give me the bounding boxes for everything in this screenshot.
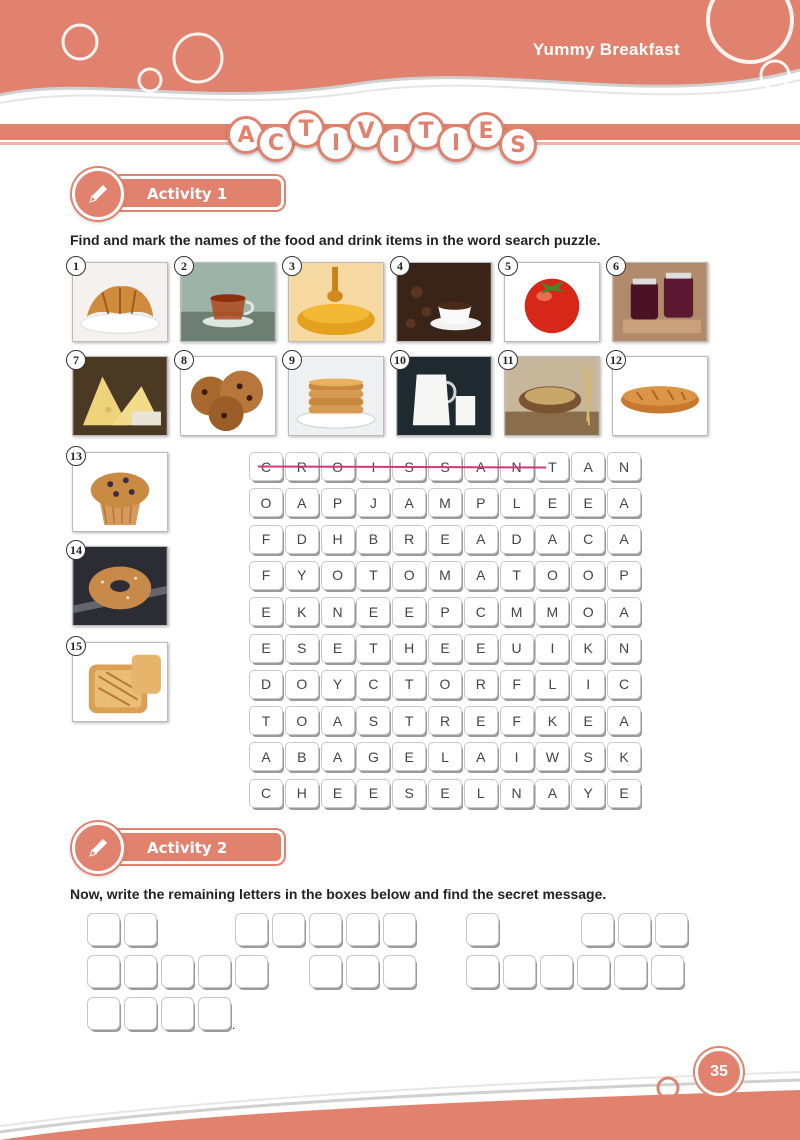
cookies-icon (180, 356, 276, 436)
photo-number: 6 (606, 256, 626, 276)
pancakes-icon (288, 356, 384, 436)
activities-heading (227, 108, 557, 168)
puzzle-letter-cell[interactable]: T (536, 453, 568, 480)
puzzle-letter-cell[interactable]: K (286, 598, 318, 625)
puzzle-letter-cell[interactable]: I (536, 635, 568, 662)
puzzle-letter-cell[interactable]: E (536, 489, 568, 516)
puzzle-letter-cell[interactable]: O (572, 562, 604, 589)
heading-letter: E (467, 112, 505, 150)
puzzle-letter-cell[interactable]: T (250, 707, 282, 734)
puzzle-letter-cell[interactable]: A (322, 743, 354, 770)
puzzle-letter-cell[interactable]: E (429, 635, 461, 662)
puzzle-letter-cell[interactable]: A (608, 707, 640, 734)
answer-letter-box[interactable] (125, 956, 156, 987)
puzzle-letter-cell[interactable]: M (429, 562, 461, 589)
puzzle-letter-cell[interactable]: D (286, 526, 318, 553)
tea-cup-icon (180, 262, 276, 342)
puzzle-letter-cell[interactable]: K (572, 635, 604, 662)
puzzle-letter-cell[interactable]: A (250, 743, 282, 770)
photo-number: 10 (390, 350, 410, 370)
answer-letter-box[interactable] (504, 956, 535, 987)
puzzle-letter-cell[interactable]: O (250, 489, 282, 516)
photo-number: 2 (174, 256, 194, 276)
puzzle-letter-cell[interactable]: A (286, 489, 318, 516)
puzzle-letter-cell[interactable]: T (393, 707, 425, 734)
puzzle-letter-cell[interactable]: K (608, 743, 640, 770)
answer-letter-box[interactable] (578, 956, 609, 987)
puzzle-letter-cell[interactable]: M (429, 489, 461, 516)
puzzle-letter-cell[interactable]: A (393, 489, 425, 516)
milk-icon (396, 356, 492, 436)
puzzle-letter-cell[interactable]: A (608, 598, 640, 625)
puzzle-letter-cell[interactable]: O (572, 598, 604, 625)
puzzle-letter-cell[interactable]: E (465, 707, 497, 734)
photo-number: 13 (66, 446, 86, 466)
photo-number: 14 (66, 540, 86, 560)
heading-letter: T (287, 110, 325, 148)
puzzle-letter-cell[interactable]: S (357, 707, 389, 734)
photo-number: 5 (498, 256, 518, 276)
puzzle-letter-cell[interactable]: N (322, 598, 354, 625)
answer-letter-box[interactable] (384, 956, 415, 987)
puzzle-letter-cell[interactable]: S (286, 635, 318, 662)
puzzle-letter-cell[interactable]: E (357, 780, 389, 807)
answer-letter-box[interactable] (88, 998, 119, 1029)
footer-banner (0, 1040, 800, 1140)
puzzle-letter-cell[interactable]: Y (322, 671, 354, 698)
puzzle-letter-cell[interactable]: F (250, 526, 282, 553)
toast-icon (72, 642, 168, 722)
puzzle-letter-cell[interactable]: P (465, 489, 497, 516)
puzzle-letter-cell[interactable]: T (357, 635, 389, 662)
heading-letter: I (437, 124, 475, 162)
puzzle-letter-cell[interactable]: D (250, 671, 282, 698)
answer-letter-box[interactable] (384, 914, 415, 945)
puzzle-letter-cell[interactable]: E (393, 598, 425, 625)
answer-letter-box[interactable] (125, 914, 156, 945)
puzzle-letter-cell[interactable]: M (501, 598, 533, 625)
activity-2-label: Activity 2 (147, 839, 228, 857)
bread-icon (612, 356, 708, 436)
activity-2-instruction: Now, write the remaining letters in the boxes below and find the secret message. (70, 886, 607, 902)
puzzle-letter-cell[interactable]: C (572, 526, 604, 553)
croissant-icon (72, 262, 168, 342)
photo-number: 7 (66, 350, 86, 370)
puzzle-letter-cell[interactable]: Y (572, 780, 604, 807)
puzzle-letter-cell[interactable]: A (322, 707, 354, 734)
puzzle-letter-cell[interactable]: C (357, 671, 389, 698)
header-banner (0, 0, 800, 120)
puzzle-letter-cell[interactable]: H (286, 780, 318, 807)
photo-number: 4 (390, 256, 410, 276)
puzzle-letter-cell[interactable]: L (536, 671, 568, 698)
photo-number: 12 (606, 350, 626, 370)
answer-letter-box[interactable] (236, 914, 267, 945)
puzzle-letter-cell[interactable]: P (322, 489, 354, 516)
answer-letter-box[interactable] (619, 914, 650, 945)
puzzle-letter-cell[interactable]: I (572, 671, 604, 698)
answer-letter-box[interactable] (310, 956, 341, 987)
answer-letter-box[interactable] (347, 914, 378, 945)
heading-letter: I (317, 124, 355, 162)
heading-letter: I (377, 126, 415, 164)
heading-letter: S (499, 126, 537, 164)
answer-letter-box[interactable] (162, 998, 193, 1029)
puzzle-letter-cell[interactable]: E (572, 489, 604, 516)
answer-letter-box[interactable] (88, 914, 119, 945)
puzzle-letter-cell[interactable]: T (357, 562, 389, 589)
puzzle-letter-cell[interactable]: U (501, 635, 533, 662)
activity-1-instruction: Find and mark the names of the food and drink items in the word search puzzle. (70, 232, 601, 248)
oats-icon (504, 356, 600, 436)
answer-letter-box[interactable] (656, 914, 687, 945)
puzzle-letter-cell[interactable]: R (429, 707, 461, 734)
pencil-icon (72, 168, 124, 220)
puzzle-letter-cell[interactable]: T (501, 562, 533, 589)
puzzle-letter-cell[interactable]: P (429, 598, 461, 625)
honey-icon (288, 262, 384, 342)
puzzle-letter-cell[interactable]: E (608, 780, 640, 807)
puzzle-letter-cell[interactable]: E (429, 526, 461, 553)
end-period: . (232, 1018, 236, 1032)
answer-letter-box[interactable] (652, 956, 683, 987)
puzzle-letter-cell[interactable]: I (501, 743, 533, 770)
puzzle-letter-cell[interactable]: C (608, 671, 640, 698)
chapter-title: Yummy Breakfast (532, 40, 680, 59)
puzzle-letter-cell[interactable]: L (465, 780, 497, 807)
answer-letter-box[interactable] (541, 956, 572, 987)
puzzle-letter-cell[interactable]: H (393, 635, 425, 662)
puzzle-letter-cell[interactable]: D (501, 526, 533, 553)
puzzle-letter-cell[interactable]: E (250, 598, 282, 625)
puzzle-letter-cell[interactable]: A (465, 743, 497, 770)
puzzle-letter-cell[interactable]: K (536, 707, 568, 734)
photo-number: 9 (282, 350, 302, 370)
answer-letter-box[interactable] (310, 914, 341, 945)
puzzle-letter-cell[interactable]: R (465, 671, 497, 698)
heading-letter: T (407, 112, 445, 150)
heading-letter: C (257, 124, 295, 162)
puzzle-letter-cell[interactable]: A (536, 780, 568, 807)
puzzle-letter-cell[interactable]: L (429, 743, 461, 770)
puzzle-letter-cell[interactable]: N (608, 453, 640, 480)
heading-letter: A (227, 116, 265, 154)
puzzle-letter-cell[interactable]: A (465, 562, 497, 589)
answer-letter-box[interactable] (199, 998, 230, 1029)
puzzle-letter-cell[interactable]: J (357, 489, 389, 516)
answer-letter-box[interactable] (88, 956, 119, 987)
puzzle-letter-cell[interactable]: T (393, 671, 425, 698)
answer-letter-box[interactable] (273, 914, 304, 945)
activity-1-badge (72, 168, 287, 220)
puzzle-letter-cell[interactable]: E (322, 780, 354, 807)
puzzle-letter-cell[interactable]: S (393, 780, 425, 807)
page-number: 35 (695, 1048, 743, 1096)
puzzle-letter-cell[interactable]: E (465, 635, 497, 662)
puzzle-letter-cell[interactable]: C (465, 598, 497, 625)
puzzle-letter-cell[interactable]: O (536, 562, 568, 589)
jam-icon (612, 262, 708, 342)
puzzle-letter-cell[interactable]: N (501, 780, 533, 807)
puzzle-letter-cell[interactable]: L (501, 489, 533, 516)
answer-letter-box[interactable] (615, 956, 646, 987)
puzzle-letter-cell[interactable]: C (250, 780, 282, 807)
puzzle-letter-cell[interactable]: P (608, 562, 640, 589)
photo-number: 11 (498, 350, 518, 370)
puzzle-letter-cell[interactable]: E (393, 743, 425, 770)
answer-letter-box[interactable] (467, 956, 498, 987)
puzzle-letter-cell[interactable]: O (322, 562, 354, 589)
puzzle-letter-cell[interactable]: A (608, 526, 640, 553)
puzzle-letter-cell[interactable]: E (357, 598, 389, 625)
puzzle-letter-cell[interactable]: B (357, 526, 389, 553)
answer-letter-box[interactable] (467, 914, 498, 945)
bagel-icon (72, 546, 168, 626)
cheese-icon (72, 356, 168, 436)
heading-letter: V (347, 112, 385, 150)
puzzle-letter-cell[interactable]: F (501, 707, 533, 734)
puzzle-letter-cell[interactable]: W (536, 743, 568, 770)
puzzle-letter-cell[interactable]: E (250, 635, 282, 662)
answer-letter-box[interactable] (347, 956, 378, 987)
puzzle-letter-cell[interactable]: M (536, 598, 568, 625)
puzzle-letter-cell[interactable]: F (501, 671, 533, 698)
photo-number: 1 (66, 256, 86, 276)
puzzle-letter-cell[interactable]: B (286, 743, 318, 770)
puzzle-letter-cell[interactable]: F (250, 562, 282, 589)
puzzle-letter-cell[interactable]: A (536, 526, 568, 553)
answer-letter-box[interactable] (125, 998, 156, 1029)
puzzle-letter-cell[interactable]: A (608, 489, 640, 516)
coffee-icon (396, 262, 492, 342)
puzzle-letter-cell[interactable]: S (572, 743, 604, 770)
puzzle-letter-cell[interactable]: O (286, 707, 318, 734)
tomato-icon (504, 262, 600, 342)
pencil-icon (72, 822, 124, 874)
puzzle-letter-cell[interactable]: A (572, 453, 604, 480)
photo-number: 15 (66, 636, 86, 656)
puzzle-letter-cell[interactable]: E (572, 707, 604, 734)
activity-1-label: Activity 1 (147, 185, 228, 203)
answer-letter-box[interactable] (236, 956, 267, 987)
puzzle-letter-cell[interactable]: Y (286, 562, 318, 589)
photo-number: 3 (282, 256, 302, 276)
photo-number: 8 (174, 350, 194, 370)
activity-2-badge (72, 822, 287, 874)
puzzle-letter-cell[interactable]: O (429, 671, 461, 698)
puzzle-letter-cell[interactable]: G (357, 743, 389, 770)
puzzle-letter-cell[interactable]: H (322, 526, 354, 553)
puzzle-letter-cell[interactable]: N (608, 635, 640, 662)
puzzle-letter-cell[interactable]: E (429, 780, 461, 807)
puzzle-letter-cell[interactable]: A (465, 526, 497, 553)
answer-letter-box[interactable] (199, 956, 230, 987)
answer-letter-box[interactable] (582, 914, 613, 945)
puzzle-letter-cell[interactable]: E (322, 635, 354, 662)
puzzle-letter-cell[interactable]: R (393, 526, 425, 553)
muffin-icon (72, 452, 168, 532)
answer-letter-box[interactable] (162, 956, 193, 987)
puzzle-letter-cell[interactable]: O (286, 671, 318, 698)
puzzle-letter-cell[interactable]: O (393, 562, 425, 589)
